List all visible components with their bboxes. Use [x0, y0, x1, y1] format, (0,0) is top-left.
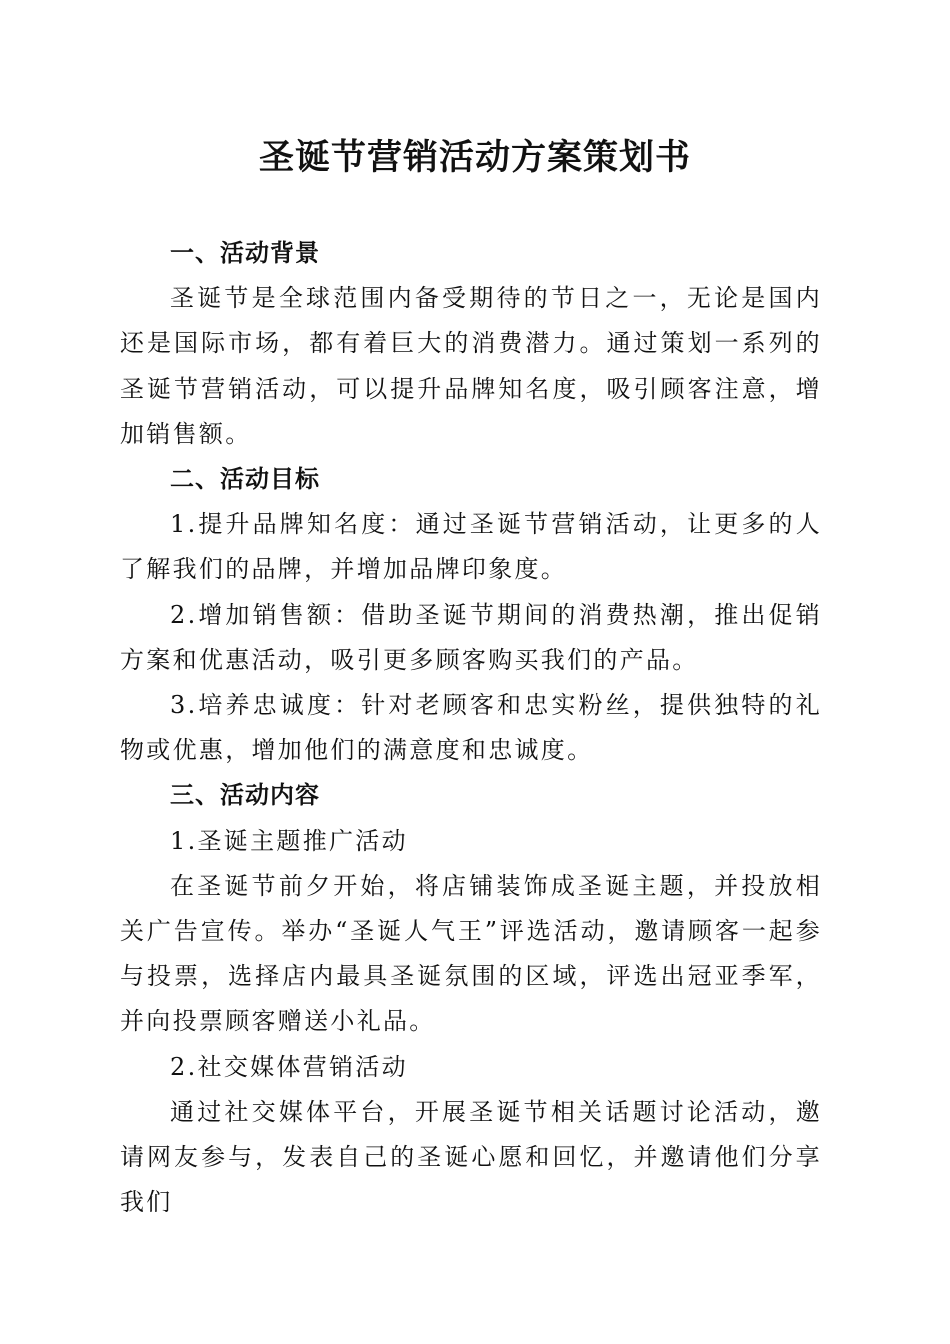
paragraph-theme-promotion: 在圣诞节前夕开始，将店铺装饰成圣诞主题，并投放相关广告宣传。举办“圣诞人气王”评选活动，邀请顾客一起参与投票，选择店内最具圣诞氛围的区域，评选出冠亚季军，并向投票顾客赠送小礼品。: [120, 871, 822, 1036]
paragraph-background: 圣诞节是全球范围内备受期待的节日之一，无论是国内还是国际市场，都有着巨大的消费潜力。通过策划一系列的圣诞节营销活动，可以提升品牌知名度，吸引顾客注意，增加销售额。: [120, 284, 822, 448]
section-heading-content: 三、活动内容: [170, 781, 320, 810]
paragraph-goal-brand-awareness: 1.提升品牌知名度：通过圣诞节营销活动，让更多的人了解我们的品牌，并增加品牌印象度。: [120, 510, 822, 584]
document-body: [120, 231, 822, 1225]
section-heading-goals: 二、活动目标: [170, 465, 320, 494]
paragraph-goal-sales: 2.增加销售额：借助圣诞节期间的消费热潮，推出促销方案和优惠活动，吸引更多顾客购买我们的产品。: [120, 600, 822, 674]
subheading-social-media: 2.社交媒体营销活动: [170, 1052, 408, 1081]
paragraph-goal-loyalty: 3.培养忠诚度：针对老顾客和忠实粉丝，提供独特的礼物或优惠，增加他们的满意度和忠诚度。: [120, 691, 822, 765]
document-title: 圣诞节营销活动方案策划书: [258, 137, 691, 178]
section-heading-background: 一、活动背景: [170, 239, 320, 267]
paragraph-social-media: 通过社交媒体平台，开展圣诞节相关话题讨论活动，邀请网友参与，发表自己的圣诞心愿和回忆，并邀请他们分享我们: [120, 1097, 822, 1217]
subheading-theme-promotion: 1.圣诞主题推广活动: [170, 826, 408, 855]
